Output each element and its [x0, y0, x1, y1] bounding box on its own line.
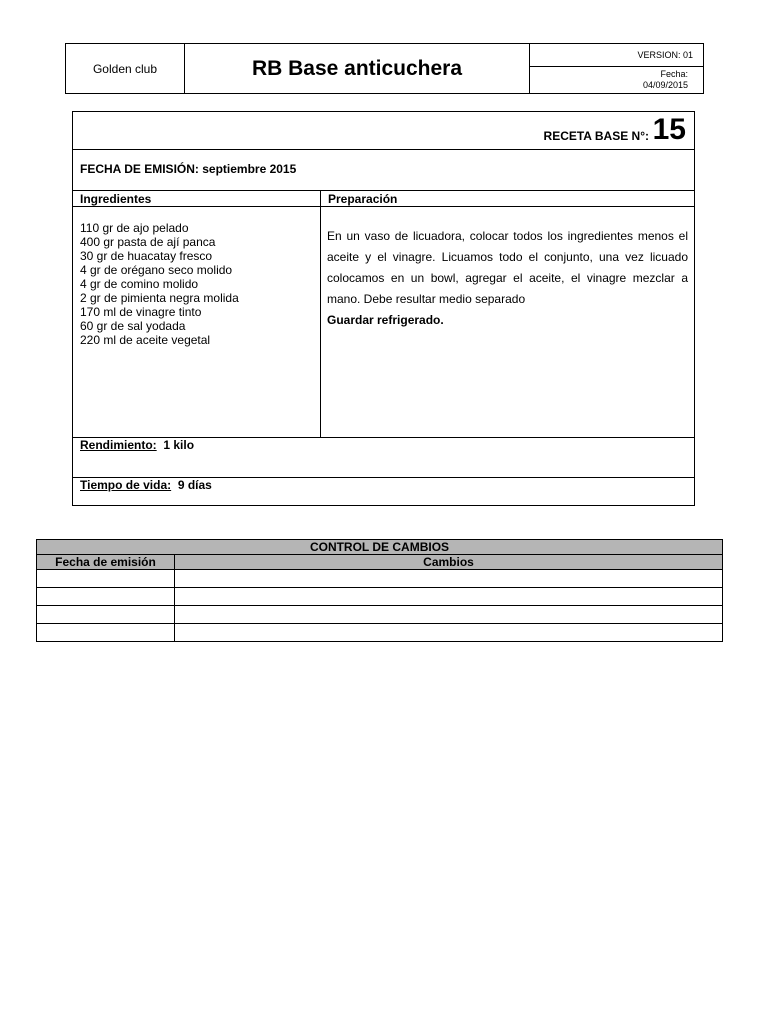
- issue-date-column-header: Fecha de emisión: [37, 555, 175, 570]
- recipe-number-row: [73, 112, 694, 150]
- table-row: [37, 624, 723, 642]
- table-row: [37, 570, 723, 588]
- ingredient-item: 60 gr de sal yodada: [80, 319, 186, 333]
- yield-value: 1 kilo: [163, 438, 195, 452]
- table-cell-changes: [175, 606, 723, 624]
- table-cell-changes: [175, 570, 723, 588]
- document-title: RB Base anticuchera: [185, 44, 530, 93]
- date-cell: [530, 67, 703, 93]
- yield-label: Rendimiento:: [80, 438, 157, 452]
- ingredient-item: 220 ml de aceite vegetal: [80, 333, 211, 347]
- recipe-box: [72, 111, 695, 506]
- preparation-body: En un vaso de licuadora, colocar todos los ingredientes menos el aceite y el vinagre. Licuamos todo el conjunto, una vez licuado colocamos en un bowl, agregar el aceite, el vinagre mezclar a mano. Debe resultar medio separado: [327, 229, 688, 306]
- yield: [80, 438, 194, 452]
- changes-column-header: Cambios: [175, 555, 723, 570]
- change-control-title: CONTROL DE CAMBIOS: [37, 540, 723, 555]
- shelf-life-row: [73, 478, 694, 507]
- column-headers-row: [73, 191, 694, 207]
- ingredient-item: 400 gr pasta de ají panca: [80, 235, 216, 249]
- ingredient-item: 30 gr de huacatay fresco: [80, 249, 213, 263]
- preparation-header: Preparación: [328, 192, 398, 206]
- table-cell-changes: [175, 624, 723, 642]
- ingredient-item: 4 gr de orégano seco molido: [80, 263, 233, 277]
- date-label: Fecha:: [660, 69, 688, 79]
- issue-date-row: [73, 150, 694, 191]
- table-row: [37, 588, 723, 606]
- recipe-number-label: RECETA BASE N°:: [543, 129, 649, 143]
- version-label: VERSION: 01: [530, 44, 703, 67]
- table-cell-date: [37, 570, 175, 588]
- shelf-life: [80, 478, 212, 492]
- change-control-table: [36, 539, 723, 642]
- ingredient-item: 4 gr de comino molido: [80, 277, 199, 291]
- table-row: [37, 606, 723, 624]
- table-cell-changes: [175, 588, 723, 606]
- document-header: [65, 43, 704, 94]
- preparation-text: [327, 226, 688, 331]
- table-cell-date: [37, 606, 175, 624]
- date-value: 04/09/2015: [642, 80, 688, 90]
- ingredient-item: 170 ml de vinagre tinto: [80, 305, 202, 319]
- yield-row: [73, 437, 694, 478]
- company-name: Golden club: [66, 44, 185, 93]
- shelf-life-value: 9 días: [177, 478, 212, 492]
- column-divider: [320, 191, 321, 438]
- ingredients-header: Ingredientes: [80, 192, 152, 206]
- ingredient-item: 110 gr de ajo pelado: [80, 221, 189, 235]
- table-cell-date: [37, 588, 175, 606]
- ingredient-item: 2 gr de pimienta negra molida: [80, 291, 239, 305]
- preparation-note: Guardar refrigerado.: [327, 313, 444, 327]
- ingredients-list: [80, 221, 239, 347]
- issue-date: FECHA DE EMISIÓN: septiembre 2015: [80, 162, 297, 176]
- table-cell-date: [37, 624, 175, 642]
- recipe-number: 15: [652, 113, 686, 146]
- shelf-life-label: Tiempo de vida:: [80, 478, 172, 492]
